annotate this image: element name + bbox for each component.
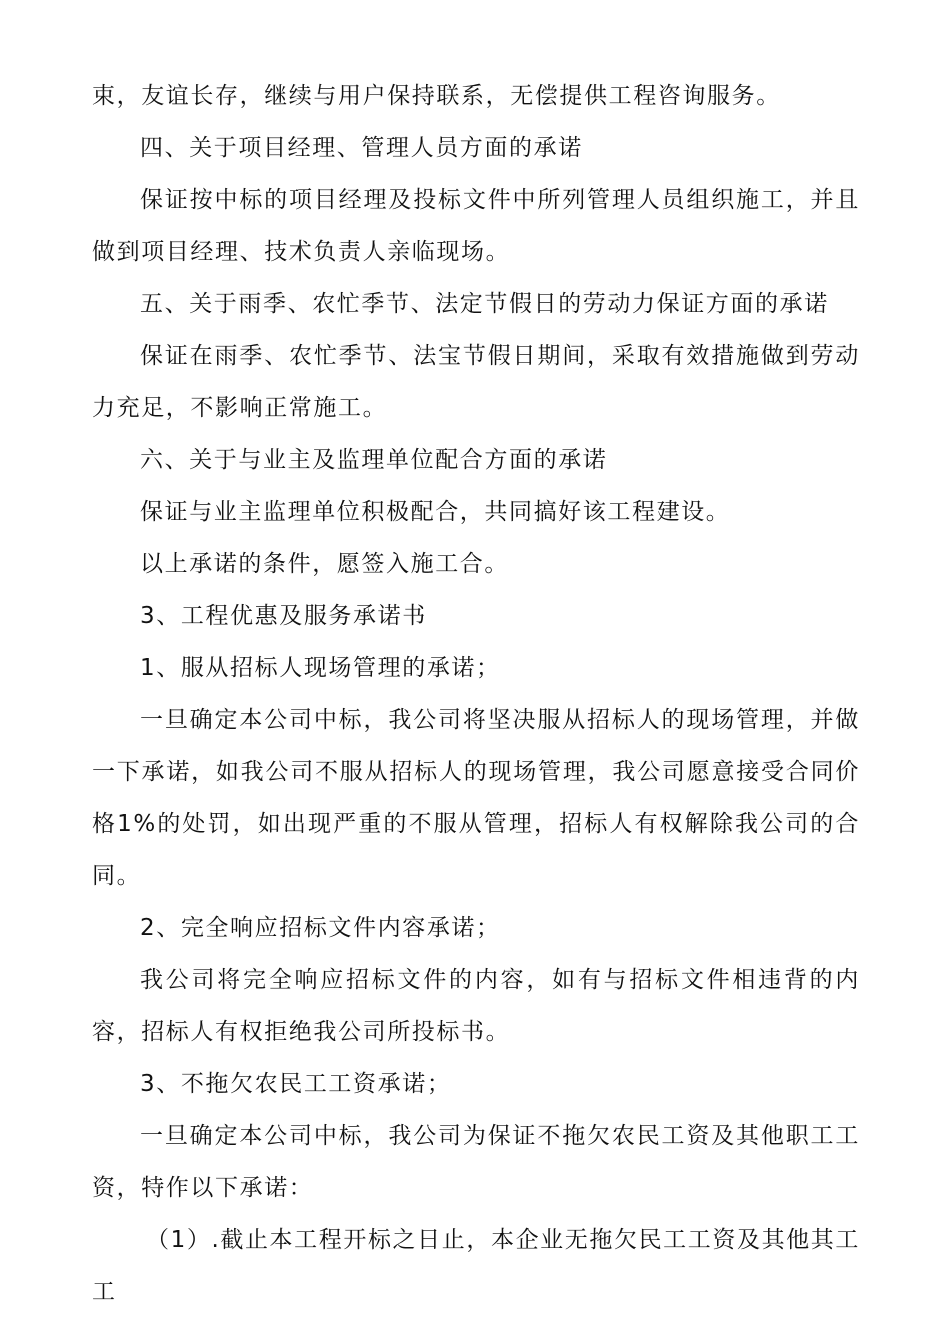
item-heading-wage-commitment: 3、不拖欠农民工工资承诺； <box>140 1071 452 1097</box>
paragraph-site-management: 一旦确定本公司中标，我公司将坚决服从招标人的现场管理，并做一下承诺，如我公司不服从招标人的现场管理，我公司愿意接受合同价格1%的处罚，如出现严重的不服从管理，招标人有权解除我公司的合同。 <box>92 707 860 889</box>
item-heading-site-management: 1、服从招标人现场管理的承诺； <box>140 655 501 681</box>
paragraph-labor-guarantee: 保证在雨季、农忙季节、法宝节假日期间，采取有效措施做到劳动力充足，不影响正常施工。 <box>92 343 860 421</box>
document-body <box>92 70 860 1318</box>
section-heading-project-manager: 四、关于项目经理、管理人员方面的承诺 <box>140 135 583 161</box>
paragraph-cooperation: 保证与业主监理单位积极配合，共同搞好该工程建设。 <box>140 499 731 525</box>
item-heading-tender-response: 2、完全响应招标文件内容承诺； <box>140 915 501 941</box>
paragraph-continuation: 束，友谊长存，继续与用户保持联系，无偿提供工程咨询服务。 <box>92 83 781 109</box>
paragraph-project-manager: 保证按中标的项目经理及投标文件中所列管理人员组织施工，并且做到项目经理、技术负责人亲临现场。 <box>92 187 860 265</box>
paragraph-tender-response: 我公司将完全响应招标文件的内容，如有与招标文件相违背的内容，招标人有权拒绝我公司所投标书。 <box>92 967 860 1045</box>
section-heading-service-commitment: 3、工程优惠及服务承诺书 <box>140 603 427 629</box>
list-item-1: （1）.截止本工程开标之日止，本企业无拖欠民工工资及其他其工工 <box>92 1227 860 1305</box>
section-heading-labor-guarantee: 五、关于雨季、农忙季节、法定节假日的劳动力保证方面的承诺 <box>140 291 829 317</box>
section-heading-cooperation: 六、关于与业主及监理单位配合方面的承诺 <box>140 447 608 473</box>
paragraph-wage-commitment: 一旦确定本公司中标，我公司为保证不拖欠农民工资及其他职工工资，特作以下承诺： <box>92 1123 860 1201</box>
paragraph-conditions: 以上承诺的条件，愿签入施工合。 <box>140 551 509 577</box>
